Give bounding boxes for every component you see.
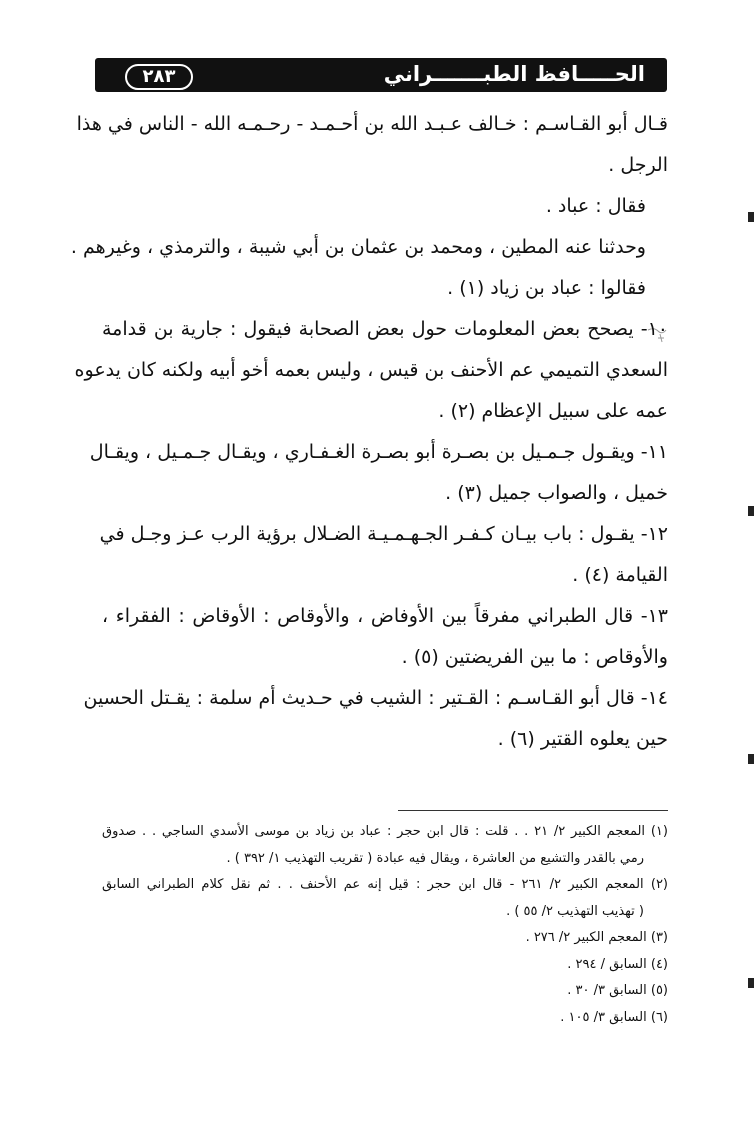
margin-mark	[748, 212, 754, 222]
text-line: فقال : عباد .	[545, 195, 646, 217]
text-line: السعدي التميمي عم الأحنف بن قيس ، وليس بعمه أخو أبيه ولكنه كان يدعوه	[74, 359, 668, 381]
footnote-line: (٥) السابق ٣/ ٣٠ .	[567, 983, 668, 998]
text-line: ١٢- يقـول : باب بيـان كـفـر الجـهـمـيـة الضـلال برؤية الرب عـز وجـل في	[99, 523, 668, 545]
text-line: ١٤- قال أبو القـاسـم : القـتير : الشيب في حـديث أم سلمة : يقـتل الحسين	[83, 687, 668, 709]
text-line: ١١- ويقـول جـمـيل بن بصـرة أبو بصـرة الغـفـاري ، ويقـال جـمـيل ، ويقـال	[89, 441, 668, 463]
running-title: الحـــــافظ الطبـــــــراني	[383, 62, 645, 86]
footnote-line: (٤) السابق / ٢٩٤ .	[567, 956, 668, 972]
footnote-line: رمي بالقدر والتشيع من العاشرة ، ويقال فيه عبادة ( تقريب التهذيب ١/ ٣٩٢ ) .	[226, 850, 644, 866]
footnote-line: (٢) المعجم الكبير ٢/ ٢٦١ - قال ابن حجر : قيل إنه عم الأحنف . . ثم نقل كلام الطبراني السابق	[102, 877, 668, 892]
page-header	[95, 58, 667, 92]
text-line: عمه على سبيل الإعظام (٢) .	[438, 400, 668, 422]
text-line: ١٣- قال الطبراني مفرقاً بين الأوفاض ، والأوقاص : الأوقاض : الفقراء ،	[102, 605, 668, 627]
text-line: قـال أبو القـاسـم : خـالف عـبـد الله بن أحـمـد - رحـمـه الله - الناس في هذا	[76, 113, 668, 135]
margin-mark	[748, 506, 754, 516]
text-line: الرجل .	[608, 154, 668, 176]
page-number: ٢٨٣	[125, 64, 193, 90]
margin-mark	[748, 754, 754, 764]
footnote-line: (٦) السابق ٣/ ١٠٥ .	[560, 1009, 668, 1025]
text-line: والأوقاص : ما بين الفريضتين (٥) .	[401, 646, 668, 668]
main-text	[70, 104, 668, 760]
text-line: حين يعلوه القتير (٦) .	[497, 728, 668, 750]
footnote-line: (١) المعجم الكبير ٢/ ٢١ . . قلت : قال ابن حجر : عباد بن زياد بن موسى الأسدي الساجي . . صدوق	[102, 824, 668, 839]
margin-mark	[748, 978, 754, 988]
footnote-separator	[398, 810, 668, 811]
text-line: خميل ، والصواب جميل (٣) .	[445, 482, 668, 504]
text-line: فقالوا : عباد بن زياد (١) .	[447, 277, 646, 299]
footnotes	[102, 819, 668, 1031]
footnote-line: (٣) المعجم الكبير ٢/ ٢٧٦ .	[525, 930, 668, 945]
footnote-line: ( تهذيب التهذيب ٢/ ٥٥ ) .	[506, 903, 644, 919]
text-line: ١٠- يصحح بعض المعلومات حول بعض الصحابة فيقول : جارية بن قدامة	[102, 318, 668, 340]
text-line: وحدثنا عنه المطين ، ومحمد بن عثمان بن أبي شيبة ، والترمذي ، وغيرهم .	[70, 236, 646, 258]
text-line: القيامة (٤) .	[572, 564, 668, 586]
